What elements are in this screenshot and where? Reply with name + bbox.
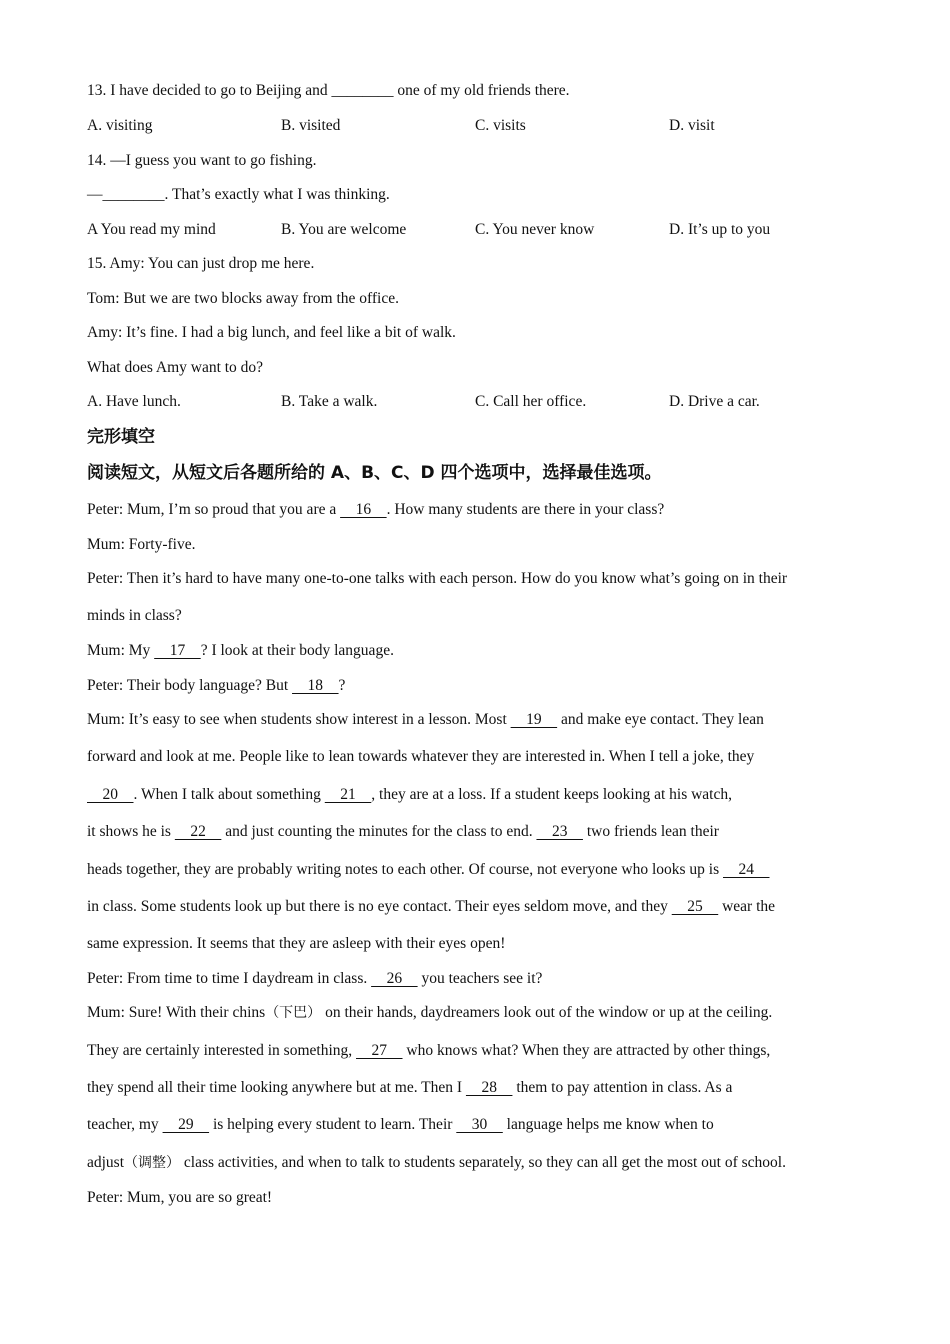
passage-text: Mum: It’s easy to see when students show interest in a lesson. Most bbox=[87, 711, 511, 728]
blank-28: 28 bbox=[465, 1079, 513, 1096]
blank-19: 19 bbox=[510, 711, 558, 728]
passage-text: two friends lean their bbox=[582, 823, 719, 840]
q13-option-c: C. visits bbox=[475, 117, 526, 134]
blank-17: 17 bbox=[154, 642, 201, 659]
passage-line-3: Peter: Then it’s hard to have many one-to-one talks with each person. How do you know what’s going on in their bbox=[87, 570, 788, 587]
gloss-adjust: （调整） bbox=[124, 1155, 181, 1171]
passage-text: Mum: Sure! With their chins bbox=[87, 1004, 266, 1021]
q14-option-d: D. It’s up to you bbox=[669, 221, 771, 238]
q14-option-a: A You read my mind bbox=[87, 221, 216, 238]
passage-line-18 bbox=[87, 1115, 714, 1135]
passage-text: , they are at a loss. If a student keeps looking at his watch, bbox=[371, 786, 732, 803]
passage-line-20: Peter: Mum, you are so great! bbox=[87, 1189, 273, 1206]
passage-text: class activities, and when to talk to students separately, so they can all get the most out of school. bbox=[180, 1154, 786, 1171]
blank-18: 18 bbox=[292, 677, 339, 694]
passage-text: them to pay attention in class. As a bbox=[512, 1079, 733, 1096]
passage-text: teacher, my bbox=[87, 1116, 163, 1133]
passage-line-13: same expression. It seems that they are asleep with their eyes open! bbox=[87, 935, 506, 952]
q13-option-b: B. visited bbox=[281, 117, 341, 134]
passage-text: they spend all their time looking anywhere but at me. Then I bbox=[87, 1079, 466, 1096]
passage-line-6 bbox=[87, 676, 345, 696]
section-instruction: 阅读短文，从短文后各题所给的 A、B、C、D 四个选项中，选择最佳选项。 bbox=[87, 463, 662, 483]
passage-text: . How many students are there in your class? bbox=[386, 501, 665, 518]
passage-text: ? I look at their body language. bbox=[200, 642, 394, 659]
passage-line-4: minds in class? bbox=[87, 607, 182, 624]
q15-option-a: A. Have lunch. bbox=[87, 393, 181, 410]
question-15-line-1: 15. Amy: You can just drop me here. bbox=[87, 255, 315, 272]
q13-option-d: D. visit bbox=[669, 117, 715, 134]
section-title: 完形填空 bbox=[87, 427, 155, 447]
blank-25: 25 bbox=[671, 898, 719, 915]
passage-text: on their hands, daydreamers look out of the window or up at the ceiling. bbox=[321, 1004, 773, 1021]
question-14-reply: —________. That’s exactly what I was thinking. bbox=[87, 186, 390, 203]
passage-text: adjust bbox=[87, 1154, 125, 1171]
passage-line-11 bbox=[87, 860, 770, 880]
passage-text: heads together, they are probably writing notes to each other. Of course, not everyone who looks up is bbox=[87, 861, 723, 878]
blank-21: 21 bbox=[324, 786, 372, 803]
passage-text: is helping every student to learn. Their bbox=[209, 1116, 457, 1133]
blank-27: 27 bbox=[356, 1042, 403, 1059]
passage-text: and just counting the minutes for the class to end. bbox=[221, 823, 537, 840]
passage-line-16 bbox=[87, 1041, 770, 1061]
question-13-stem: 13. I have decided to go to Beijing and ________ one of my old friends there. bbox=[87, 82, 570, 99]
blank-26: 26 bbox=[371, 970, 418, 987]
question-14-stem: 14. —I guess you want to go fishing. bbox=[87, 152, 317, 169]
passage-line-15 bbox=[87, 1003, 772, 1023]
passage-line-9 bbox=[87, 785, 732, 805]
gloss-chin: （下巴） bbox=[265, 1005, 322, 1021]
passage-line-8: forward and look at me. People like to lean towards whatever they are interested in. When I tell a joke, they bbox=[87, 748, 755, 765]
passage-line-2: Mum: Forty-five. bbox=[87, 536, 196, 553]
passage-line-1 bbox=[87, 500, 664, 520]
passage-line-17 bbox=[87, 1078, 732, 1098]
passage-line-10 bbox=[87, 822, 719, 842]
q14-option-c: C. You never know bbox=[475, 221, 595, 238]
passage-text: language helps me know when to bbox=[502, 1116, 714, 1133]
passage-text: Peter: Mum, I’m so proud that you are a bbox=[87, 501, 341, 518]
passage-line-19 bbox=[87, 1153, 786, 1173]
question-15-question: What does Amy want to do? bbox=[87, 359, 264, 376]
passage-line-5 bbox=[87, 641, 394, 661]
passage-text: you teachers see it? bbox=[417, 970, 543, 987]
passage-text: ? bbox=[338, 677, 346, 694]
passage-text: They are certainly interested in something, bbox=[87, 1042, 357, 1059]
passage-text: it shows he is bbox=[87, 823, 175, 840]
passage-text: Mum: My bbox=[87, 642, 155, 659]
q15-option-d: D. Drive a car. bbox=[669, 393, 760, 410]
passage-line-14 bbox=[87, 969, 542, 989]
blank-16: 16 bbox=[340, 501, 387, 518]
blank-29: 29 bbox=[162, 1116, 210, 1133]
q15-option-c: C. Call her office. bbox=[475, 393, 587, 410]
passage-text: in class. Some students look up but there is no eye contact. Their eyes seldom move, and they bbox=[87, 898, 672, 915]
blank-30: 30 bbox=[456, 1116, 503, 1133]
passage-text: who knows what? When they are attracted by other things, bbox=[402, 1042, 771, 1059]
passage-line-12 bbox=[87, 897, 775, 917]
passage-text: and make eye contact. They lean bbox=[557, 711, 764, 728]
q15-option-b: B. Take a walk. bbox=[281, 393, 378, 410]
q14-option-b: B. You are welcome bbox=[281, 221, 407, 238]
q13-option-a: A. visiting bbox=[87, 117, 153, 134]
blank-20: 20 bbox=[87, 786, 134, 803]
passage-text: Peter: Their body language? But bbox=[87, 677, 293, 694]
passage-text: . When I talk about something bbox=[133, 786, 325, 803]
blank-24: 24 bbox=[723, 861, 770, 878]
question-15-line-3: Amy: It’s fine. I had a big lunch, and feel like a bit of walk. bbox=[87, 324, 456, 341]
passage-line-7 bbox=[87, 710, 764, 730]
blank-23: 23 bbox=[536, 823, 583, 840]
question-15-line-2: Tom: But we are two blocks away from the office. bbox=[87, 290, 399, 307]
passage-text: Peter: From time to time I daydream in class. bbox=[87, 970, 372, 987]
passage-text: wear the bbox=[718, 898, 776, 915]
blank-22: 22 bbox=[174, 823, 222, 840]
